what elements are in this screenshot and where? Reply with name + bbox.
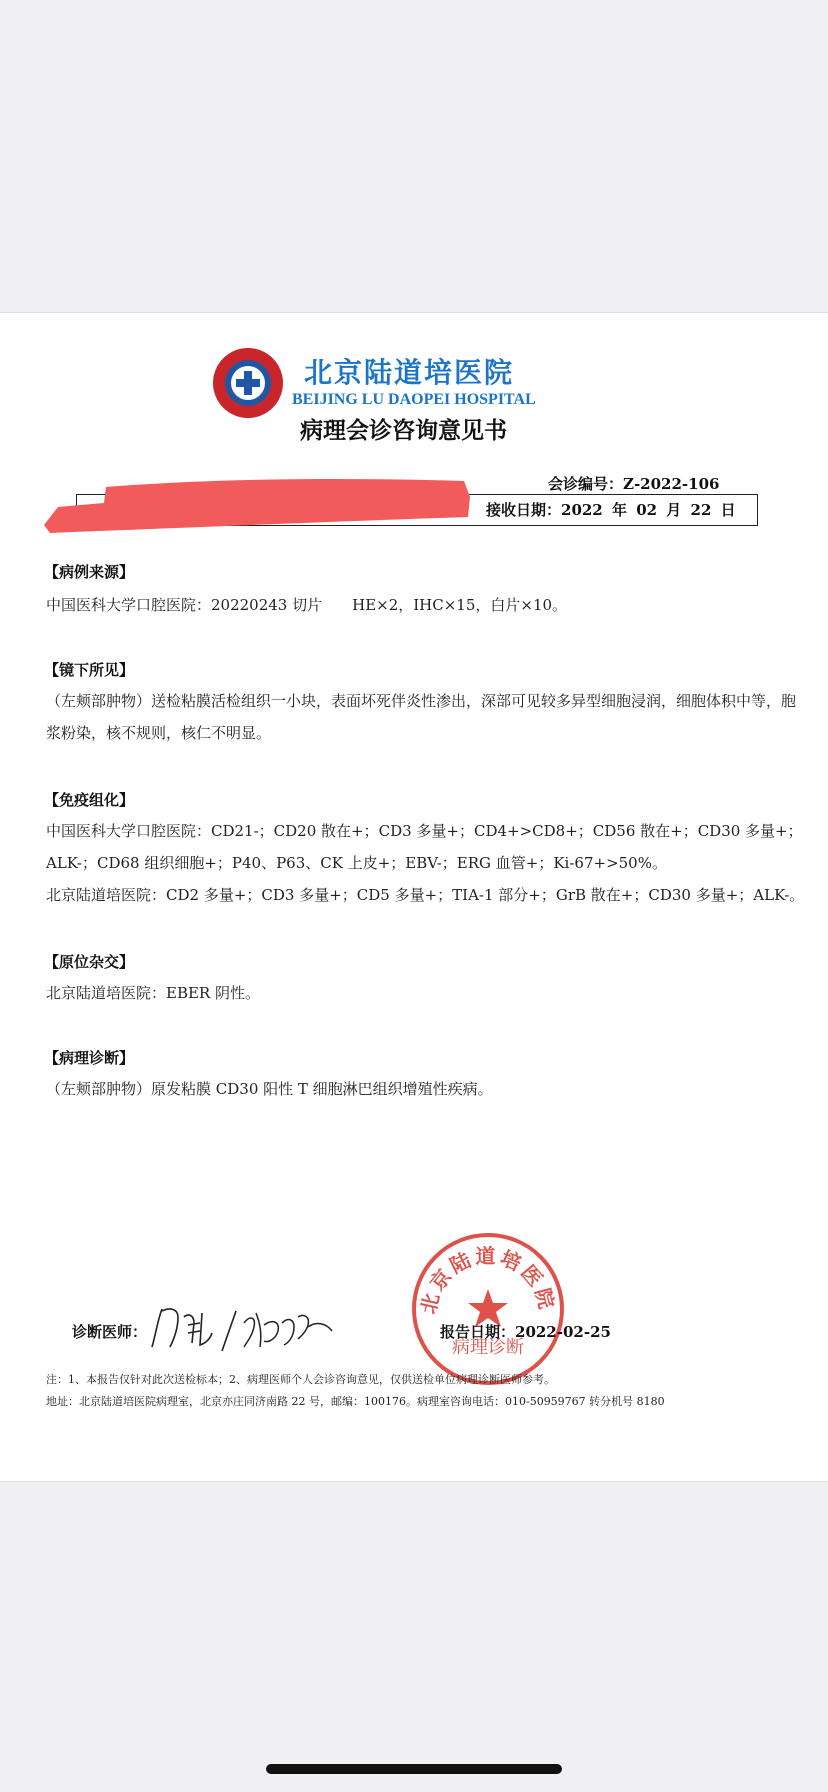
report-date: 报告日期：2022-02-25	[440, 1323, 611, 1341]
redaction-mark	[44, 473, 474, 535]
footnote: 注：1、本报告仅针对此次送检标本；2、病理医师个人会诊咨询意见，仅供送检单位病理诊断医师参考。	[46, 1373, 555, 1386]
home-indicator[interactable]	[266, 1764, 562, 1774]
ihc-line-2: ALK-；CD68 组织细胞+；P40、P63、CK 上皮+；EBV-；ERG 血管+；Ki-67+>50%。	[46, 854, 667, 872]
section-title-source: 【病例来源】	[44, 563, 135, 581]
section-title-diagnosis: 【病理诊断】	[44, 1049, 135, 1067]
ihc-line-1: 中国医科大学口腔医院：CD21-；CD20 散在+；CD3 多量+；CD4+>CD8+；CD56 散在+；CD30 多量+；	[46, 822, 803, 840]
red-seal-stamp-icon	[410, 1231, 566, 1387]
hospital-logo-icon	[212, 347, 284, 419]
section-title-ish: 【原位杂交】	[44, 953, 135, 971]
report-page	[0, 312, 828, 1482]
address-line: 地址：北京陆道培医院病理室，北京亦庄同济南路 22 号，邮编：100176。病理室咨询电话：010-50959767 转分机号 8180	[46, 1395, 665, 1408]
ish-text: 北京陆道培医院：EBER 阴性。	[46, 984, 260, 1002]
diagnosis-text: （左颊部肿物）原发粘膜 CD30 阳性 T 细胞淋巴组织增殖性疾病。	[46, 1080, 493, 1098]
microscopy-text: （左颊部肿物）送检粘膜活检组织一小块，表面坏死伴炎性渗出，深部可见较多异型细胞浸润，细胞体积中等，胞浆粉染，核不规则，核仁不明显。	[46, 692, 797, 742]
section-title-ihc: 【免疫组化】	[44, 791, 135, 809]
hospital-name-cn: 北京陆道培医院	[304, 356, 515, 389]
source-text: 中国医科大学口腔医院：20220243 切片 HE×2，IHC×15，白片×10。	[46, 596, 568, 614]
receive-date: 接收日期：2022 年 02 月 22 日	[486, 501, 736, 519]
doctor-label: 诊断医师：	[72, 1323, 148, 1341]
doctor-signature-icon	[148, 1303, 338, 1353]
document-title: 病理会诊咨询意见书	[300, 418, 507, 444]
hospital-name-en: BEIJING LU DAOPEI HOSPITAL	[292, 391, 536, 408]
stamp-text: 北京陆道培医院	[416, 1243, 560, 1316]
consult-number: 会诊编号：Z-2022-106	[548, 475, 720, 493]
ihc-line-3: 北京陆道培医院：CD2 多量+；CD3 多量+；CD5 多量+；TIA-1 部分+；GrB 散在+；CD30 多量+；ALK-。	[46, 886, 805, 904]
section-title-microscopy: 【镜下所见】	[44, 661, 135, 679]
stamp-subtext: 病理诊断	[452, 1337, 524, 1358]
